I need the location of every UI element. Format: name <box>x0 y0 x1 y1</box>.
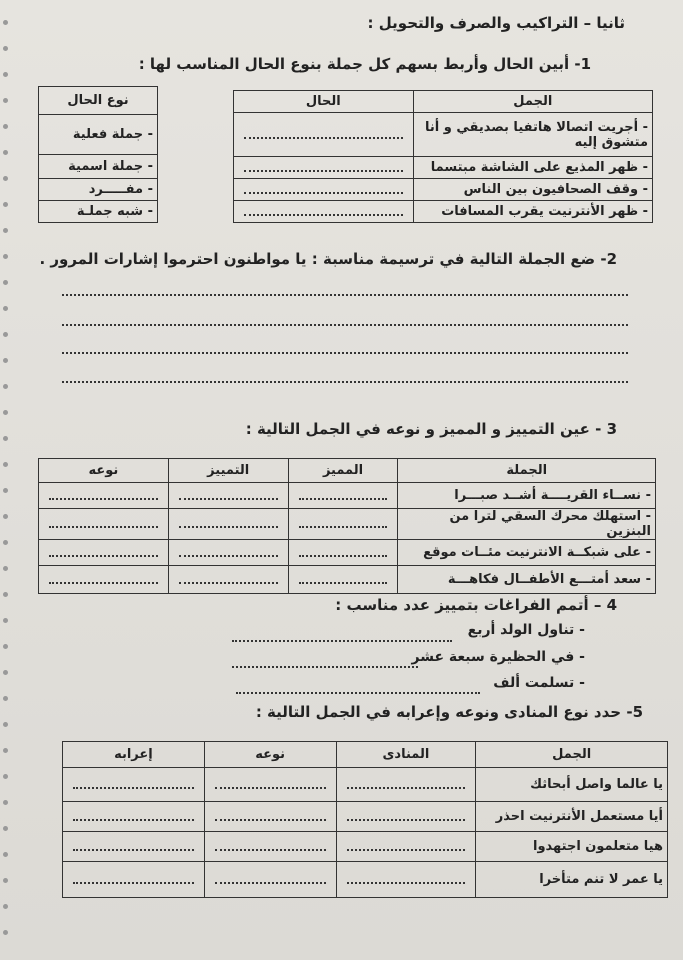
binder-hole <box>3 696 8 701</box>
q1-answer-1[interactable] <box>234 113 414 157</box>
q1-type-3: - مفـــــرد <box>39 179 158 201</box>
binder-margin <box>0 0 12 960</box>
binder-hole <box>3 306 8 311</box>
binder-hole <box>3 514 8 519</box>
q5-munada-3[interactable] <box>336 832 476 862</box>
q1-type-4: - شبه جملـة <box>39 201 158 223</box>
binder-hole <box>3 150 8 155</box>
q3-row-2: - استهلك محرك السقي لترا من البنزين <box>398 509 656 540</box>
binder-hole <box>3 878 8 883</box>
q5-munada-4[interactable] <box>336 862 476 898</box>
q3-table <box>38 458 656 594</box>
binder-hole <box>3 566 8 571</box>
q4-answer-2[interactable] <box>232 666 418 668</box>
q5-header-sentences: الجمل <box>476 742 668 768</box>
section-title: ثانيا – التراكيب والصرف والتحويل : <box>367 14 625 32</box>
binder-hole <box>3 202 8 207</box>
q3-prompt: 3 - عين التمييز و المميز و نوعه في الجمل التالية : <box>245 420 617 438</box>
binder-hole <box>3 332 8 337</box>
q1-answer-2[interactable] <box>234 157 414 179</box>
binder-hole <box>3 852 8 857</box>
q1-type-1: - جملة فعلية <box>39 115 158 155</box>
q5-type-2[interactable] <box>204 802 336 832</box>
q4-answer-3[interactable] <box>236 692 480 694</box>
binder-hole <box>3 930 8 935</box>
q3-row-3: - على شبكــة الانترنيت مئــات موقع <box>398 540 656 566</box>
q5-type-1[interactable] <box>204 768 336 802</box>
binder-hole <box>3 774 8 779</box>
binder-hole <box>3 722 8 727</box>
binder-hole <box>3 644 8 649</box>
binder-hole <box>3 98 8 103</box>
q1-prompt: 1- أبين الحال وأربط بسهم كل جملة بنوع الحال المناسب لها : <box>138 55 591 73</box>
q4-prompt: 4 – أتمم الفراغات بتمييز عدد مناسب : <box>335 596 617 614</box>
q3-type-1[interactable] <box>39 483 169 509</box>
binder-hole <box>3 800 8 805</box>
q5-header-type: نوعه <box>204 742 336 768</box>
q2-answer-line-3[interactable] <box>62 352 628 354</box>
q4-item-2: - في الحظيرة سبعة عشر <box>411 649 585 665</box>
q3-type-2[interactable] <box>39 509 169 540</box>
q3-type-3[interactable] <box>39 540 169 566</box>
q4-item-3: - تسلمت ألف <box>493 675 585 691</box>
q5-row-1: يا عالما واصل أبحاثك <box>476 768 668 802</box>
binder-hole <box>3 46 8 51</box>
q2-answer-line-4[interactable] <box>62 381 628 383</box>
q1-row-1: - أجريت اتصالا هاتفيا بصديقي و أنا متشوق إليه <box>413 113 652 157</box>
q3-row-1: - نســاء القريــــة أشــد صبـــرا <box>398 483 656 509</box>
q5-type-3[interactable] <box>204 832 336 862</box>
q3-tamyeez-2[interactable] <box>168 509 288 540</box>
q1-types-header: نوع الحال <box>39 87 158 115</box>
binder-hole <box>3 280 8 285</box>
q5-munada-2[interactable] <box>336 802 476 832</box>
q5-irab-3[interactable] <box>63 832 205 862</box>
q1-type-2: - جملة اسمية <box>39 155 158 179</box>
q3-mumayyaz-3[interactable] <box>288 540 398 566</box>
q1-row-3: - وقف الصحافيون بين الناس <box>413 179 652 201</box>
q3-mumayyaz-2[interactable] <box>288 509 398 540</box>
binder-hole <box>3 176 8 181</box>
q5-table <box>62 741 668 898</box>
q3-type-4[interactable] <box>39 566 169 594</box>
binder-hole <box>3 462 8 467</box>
binder-hole <box>3 618 8 623</box>
q5-munada-1[interactable] <box>336 768 476 802</box>
q5-prompt: 5- حدد نوع المنادى ونوعه وإعرابه في الجمل التالية : <box>255 703 643 721</box>
q1-header-sentences: الجمل <box>413 91 652 113</box>
q5-irab-1[interactable] <box>63 768 205 802</box>
binder-hole <box>3 358 8 363</box>
q5-header-munada: المنادى <box>336 742 476 768</box>
q1-types-table <box>38 86 158 223</box>
binder-hole <box>3 826 8 831</box>
q5-row-3: هيا متعلمون اجتهدوا <box>476 832 668 862</box>
q3-row-4: - سعد أمتـــع الأطفــال فكاهـــة <box>398 566 656 594</box>
binder-hole <box>3 488 8 493</box>
binder-hole <box>3 228 8 233</box>
binder-hole <box>3 436 8 441</box>
q1-answer-3[interactable] <box>234 179 414 201</box>
q5-type-4[interactable] <box>204 862 336 898</box>
q4-answer-1[interactable] <box>232 640 452 642</box>
binder-hole <box>3 72 8 77</box>
q1-answer-4[interactable] <box>234 201 414 223</box>
q5-row-2: أيا مستعمل الأنترنيت احذر <box>476 802 668 832</box>
q2-answer-line-2[interactable] <box>62 324 628 326</box>
q3-mumayyaz-4[interactable] <box>288 566 398 594</box>
q5-irab-4[interactable] <box>63 862 205 898</box>
binder-hole <box>3 254 8 259</box>
q3-header-sentence: الجملة <box>398 459 656 483</box>
q3-header-tamyeez: التمييز <box>168 459 288 483</box>
binder-hole <box>3 904 8 909</box>
binder-hole <box>3 670 8 675</box>
q3-header-type: نوعه <box>39 459 169 483</box>
q2-answer-line-1[interactable] <box>62 294 628 296</box>
q5-header-irab: إعرابه <box>63 742 205 768</box>
q4-item-1: - تناول الولد أربع <box>467 622 585 638</box>
q3-tamyeez-3[interactable] <box>168 540 288 566</box>
binder-hole <box>3 592 8 597</box>
q3-tamyeez-1[interactable] <box>168 483 288 509</box>
q3-mumayyaz-1[interactable] <box>288 483 398 509</box>
q1-sentences-table <box>233 90 653 223</box>
binder-hole <box>3 540 8 545</box>
binder-hole <box>3 748 8 753</box>
q2-prompt: 2- ضع الجملة التالية في ترسيمة مناسبة : يا مواطنون احترموا إشارات المرور . <box>39 250 617 268</box>
binder-hole <box>3 410 8 415</box>
q1-row-2: - ظهر المذيع على الشاشة مبتسما <box>413 157 652 179</box>
q5-irab-2[interactable] <box>63 802 205 832</box>
binder-hole <box>3 20 8 25</box>
binder-hole <box>3 124 8 129</box>
q3-tamyeez-4[interactable] <box>168 566 288 594</box>
q1-header-hal: الحال <box>234 91 414 113</box>
q1-row-4: - ظهر الأنترنيت يقرب المسافات <box>413 201 652 223</box>
q3-header-mumayyaz: المميز <box>288 459 398 483</box>
binder-hole <box>3 384 8 389</box>
q5-row-4: يا عمر لا تنم متأخرا <box>476 862 668 898</box>
